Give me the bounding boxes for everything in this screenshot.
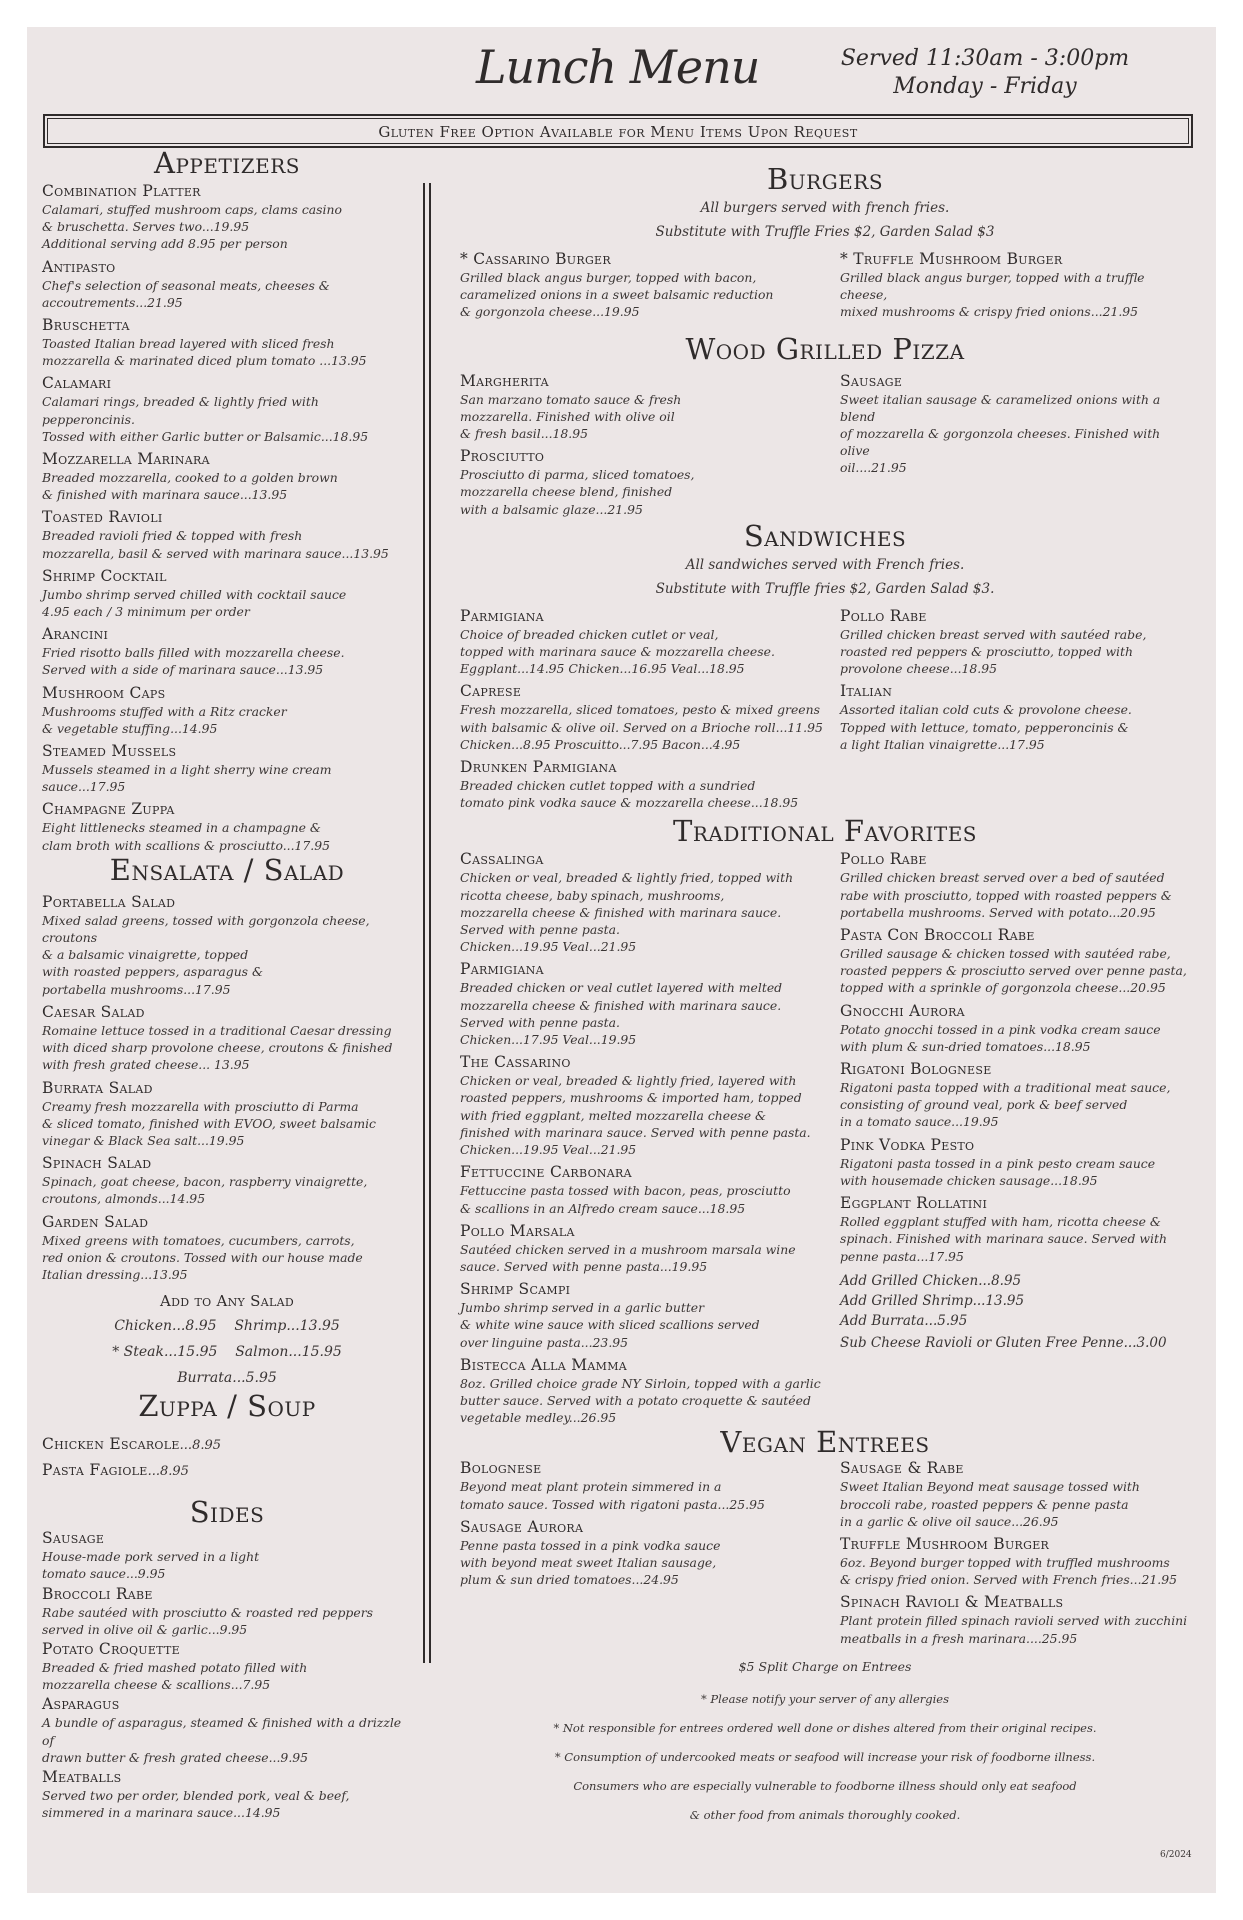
menu-item — [460, 1356, 840, 1427]
menu-item-description: Grilled black angus burger, topped with bacon, caramelized onions in a sweet balsamic reduction & gorgonzola cheese...19.95 — [460, 270, 774, 320]
menu-item — [460, 372, 840, 443]
traditional-right-list — [840, 850, 1190, 1264]
menu-item-description: Jumbo shrimp served chilled with cocktail sauce 4.95 each / 3 minimum per order — [42, 586, 347, 620]
menu-item — [840, 1535, 1190, 1588]
menu-item-name: Sausage Aurora — [460, 1517, 584, 1536]
menu-item — [840, 1060, 1190, 1131]
menu-item — [460, 1280, 840, 1351]
menu-item — [840, 250, 1190, 321]
menu-item-description: Breaded & fried mashed potato filled with mozzarella cheese & scallions...7.95 — [42, 1659, 308, 1693]
menu-item-description: Fried risotto balls filled with mozzarella cheese. Served with a side of marinara sauce...13.95 — [42, 645, 345, 678]
burgers-heading: Burgers — [766, 162, 884, 196]
burgers-col-left — [460, 250, 840, 326]
menu-item — [42, 1585, 412, 1638]
menu-item — [42, 893, 412, 998]
pizza-col-left — [460, 372, 840, 523]
menu-item — [460, 1518, 840, 1589]
menu-item — [460, 960, 840, 1048]
sides-heading: Sides — [189, 1495, 265, 1530]
menu-item-description: Sweet Italian Beyond meat sausage tossed with broccoli rabe, roasted peppers & penne pasta in a garlic & olive oil sauce...26.95 — [840, 1479, 1140, 1529]
menu-item-name: Spinach Salad — [42, 1154, 152, 1173]
menu-item-name: Pollo Rabe — [840, 606, 927, 625]
menu-item-description: Chef's selection of seasonal meats, cheeses & accoutrements...21.95 — [42, 277, 330, 310]
menu-item-name: Combination Platter — [42, 182, 201, 200]
menu-item-description: Prosciutto di parma, sliced tomatoes, mozzarella cheese blend, finished with a balsamic glaze...21.95 — [460, 467, 695, 517]
vegan-heading: Vegan Entrees — [720, 1425, 930, 1460]
menu-item-description: Rabe sautéed with prosciutto & roasted red peppers served in olive oil & garlic...9.95 — [42, 1604, 373, 1637]
menu-item-description: Assorted italian cold cuts & provolone cheese. Topped with lettuce, tomato, pepperoncinis & a light Italian vinaigrette...17.95 — [840, 702, 1132, 752]
menu-item-description: Mixed salad greens, tossed with gorgonzola cheese, croutons & a balsamic vinaigrette, topped with roasted peppers, asparagus & portabella mushrooms...17.95 — [42, 912, 370, 997]
menu-item-name: Bistecca Alla Mamma — [460, 1355, 628, 1374]
menu-item-name: Potato Croquette — [42, 1639, 180, 1658]
menu-item-name: Pollo Marsala — [460, 1221, 575, 1240]
menu-item-description: Penne pasta tossed in a pink vodka sauce with beyond meat sweet Italian sausage, plum & sun dried tomatoes...24.95 — [460, 1537, 721, 1588]
served-days: Monday - Friday — [893, 74, 1077, 99]
menu-item-name: Cassalinga — [460, 850, 544, 869]
menu-item — [840, 682, 1190, 753]
menu-item — [42, 567, 412, 620]
footer-note: * Consumption of undercooked meats or seafood will increase your risk of foodborne illness. — [554, 1750, 1096, 1765]
menu-item-name: Meatballs — [42, 1767, 122, 1786]
menu-item — [460, 1163, 840, 1216]
menu-item — [840, 1194, 1190, 1265]
menu-item — [42, 742, 412, 795]
menu-item-description: Beyond meat plant protein simmered in a tomato sauce. Tossed with rigatoni pasta...25.95 — [460, 1479, 765, 1512]
menu-item-name: Burrata Salad — [42, 1078, 153, 1097]
menu-item-name: Parmigiana — [460, 606, 544, 625]
appetizers-heading: Appetizers — [154, 146, 300, 180]
menu-item-description: Chicken or veal, breaded & lightly fried, topped with ricotta cheese, baby spinach, mushrooms, mozzarella cheese & finished with marinara sauce. Served with penne pasta. Chicken...19.95 Veal...21.95 — [460, 870, 794, 955]
column-divider-line — [429, 183, 431, 1663]
menu-item — [460, 758, 840, 811]
footer-note: & other food from animals thoroughly cooked. — [689, 1808, 961, 1823]
sandwiches-heading: Sandwiches — [743, 518, 907, 553]
menu-item-description: Rigatoni pasta tossed in a pink pesto cream sauce with housemade chicken sausage...18.95 — [840, 1155, 1156, 1188]
menu-item — [460, 682, 840, 753]
menu-item-description: 8oz. Grilled choice grade NY Sirloin, topped with a garlic butter sauce. Served with a potato croquette & sautéed vegetable medley...26.95 — [460, 1375, 821, 1426]
menu-item-description: 6oz. Beyond burger topped with truffled mushrooms & crispy fried onion. Served with French fries...21.95 — [840, 1554, 1177, 1588]
sandwiches-note: All sandwiches served with French fries. — [685, 556, 965, 573]
menu-item-description: Fettuccine pasta tossed with bacon, peas, prosciutto & scallions in an Alfredo cream sauce...18.95 — [460, 1183, 791, 1216]
soup-heading: Zuppa / Soup — [138, 1389, 316, 1424]
left-column — [42, 146, 412, 1823]
traditional-col-right — [840, 850, 1190, 1431]
menu-item-description: Grilled chicken breast served over a bed of sautéed rabe with prosciutto, topped with roasted peppers & portabella mushrooms. Served with potato...20.95 — [840, 870, 1172, 920]
menu-item-name: * Truffle Mushroom Burger — [840, 250, 1063, 268]
footer-note: Consumers who are especially vulnerable to foodborne illness should only eat seafood — [573, 1779, 1077, 1794]
right-area — [460, 162, 1190, 1837]
footer-note: * Please notify your server of any allergies — [700, 1692, 950, 1707]
soup-item-price: ...8.95 — [147, 1464, 189, 1480]
menu-item-name: Caesar Salad — [42, 1002, 145, 1021]
menu-item-name: Antipasto — [42, 257, 116, 276]
menu-item-name: Sausage & Rabe — [840, 1459, 964, 1478]
sandwiches-col-left — [460, 607, 840, 817]
menu-item-name: Sausage — [840, 371, 903, 390]
salad-addons — [42, 1289, 412, 1391]
salad-addon-line: Chicken...8.95 Shrimp...13.95 — [114, 1318, 340, 1335]
menu-item — [42, 1529, 412, 1582]
menu-item-description: Jumbo shrimp served in a garlic butter & white wine sauce with sliced scallions served over linguine pasta...23.95 — [460, 1300, 760, 1350]
salad-list — [42, 893, 412, 1283]
menu-item — [42, 374, 412, 445]
menu-item-description: Calamari, stuffed mushroom caps, clams casino & bruschetta. Serves two...19.95 Additional serving add 8.95 per person — [42, 202, 342, 252]
menu-item-name: Fettuccine Carbonara — [460, 1163, 632, 1182]
served-time: Served 11:30am - 3:00pm — [840, 46, 1130, 71]
menu-item — [460, 1053, 840, 1158]
menu-item-name: The Cassarino — [460, 1053, 571, 1072]
appetizers-list — [42, 182, 412, 854]
menu-item-name: Shrimp Cocktail — [42, 566, 167, 585]
menu-item-description: Rigatoni pasta topped with a traditional meat sauce, consisting of ground veal, pork & beef served in a tomato sauce...19.95 — [840, 1080, 1171, 1130]
traditional-heading: Traditional Favorites — [672, 814, 978, 849]
menu-item-name: Arancini — [42, 625, 109, 644]
menu-item — [42, 450, 412, 503]
menu-item-description: Eight littlenecks steamed in a champagne & clam broth with scallions & prosciutto...17.95 — [42, 820, 330, 853]
menu-item-name: Gnocchi Aurora — [840, 1001, 965, 1020]
menu-item-name: Mushroom Caps — [42, 683, 166, 702]
menu-item-description: Sautéed chicken served in a mushroom marsala wine sauce. Served with penne pasta...19.95 — [460, 1241, 796, 1274]
menu-item-name: Pasta Con Broccoli Rabe — [840, 926, 1035, 945]
menu-item — [42, 258, 412, 311]
soup-list — [42, 1431, 412, 1483]
burgers-note: All burgers served with french fries. — [700, 200, 950, 216]
menu-item-description: Calamari rings, breaded & lightly fried with pepperoncinis. Tossed with either Garlic butter or Balsamic...18.95 — [42, 394, 369, 444]
burgers-grid — [460, 250, 1190, 326]
salad-addon-line: Burrata...5.95 — [177, 1370, 277, 1387]
traditional-addon-line: Add Burrata...5.95 — [840, 1312, 968, 1329]
menu-item — [42, 800, 412, 853]
vegan-grid — [460, 1459, 1190, 1651]
served-hours — [820, 45, 1150, 101]
menu-item-description: Plant protein filled spinach ravioli served with zucchini meatballs in a fresh marinara....25.95 — [840, 1613, 1188, 1646]
menu-item — [42, 1154, 412, 1207]
menu-item-description: Chicken or veal, breaded & lightly fried, layered with roasted peppers, mushrooms & imported ham, topped with fried eggplant, melted mozzarella cheese & finished with marinara sauce. Served with penne pasta. Chicken...19.95 Veal...21.95 — [460, 1073, 811, 1158]
menu-item-name: Spinach Ravioli & Meatballs — [840, 1593, 1064, 1612]
menu-item-description: Grilled black angus burger, topped with a truffle cheese, mixed mushrooms & crispy fried onions...21.95 — [840, 270, 1145, 320]
menu-item-name: Drunken Parmigiana — [460, 758, 617, 777]
gluten-free-text: Gluten Free Option Available for Menu Items Upon Request — [378, 123, 858, 141]
salad-addons-heading: Add to Any Salad — [160, 1292, 294, 1311]
column-divider-line — [423, 183, 425, 1663]
menu-item-description: Toasted Italian bread layered with sliced fresh mozzarella & marinated diced plum tomato ...13.95 — [42, 336, 367, 369]
menu-item-description: Creamy fresh mozzarella with prosciutto di Parma & sliced tomato, finished with EVOO, sweet balsamic vinegar & Black Sea salt...19.95 — [42, 1098, 376, 1148]
menu-item — [460, 850, 840, 955]
menu-item-description: Choice of breaded chicken cutlet or veal, topped with marinara sauce & mozzarella cheese. Eggplant...14.95 Chicken...16.95 Veal...18.95 — [460, 626, 775, 677]
allergy-notes — [460, 1678, 1190, 1838]
menu-item — [42, 1003, 412, 1074]
menu-item — [42, 1079, 412, 1150]
traditional-col-left — [460, 850, 840, 1431]
menu-item-description: Sweet italian sausage & caramelized onions with a blend of mozzarella & gorgonzola cheeses. Finished with olive oil....21.95 — [840, 391, 1161, 476]
traditional-addons — [840, 1271, 1190, 1355]
menu-item — [42, 1695, 412, 1766]
burgers-note: Substitute with Truffle Fries $2, Garden Salad $3 — [655, 224, 995, 240]
menu-item-name: Prosciutto — [460, 447, 545, 466]
menu-item-description: San marzano tomato sauce & fresh mozzarella. Finished with olive oil & fresh basil...18.95 — [460, 391, 682, 442]
menu-item — [42, 316, 412, 369]
traditional-addon-line: Add Grilled Chicken...8.95 — [840, 1272, 1022, 1289]
menu-item — [460, 1459, 840, 1512]
menu-item — [460, 607, 840, 678]
menu-item — [460, 1222, 840, 1275]
menu-item-description: Mixed greens with tomatoes, cucumbers, carrots, red onion & croutons. Tossed with our house made Italian dressing...13.95 — [42, 1232, 363, 1282]
vegan-col-left — [460, 1459, 840, 1651]
menu-item-name: Parmigiana — [460, 960, 544, 979]
soup-item — [42, 1457, 412, 1483]
vegan-col-right — [840, 1459, 1190, 1651]
menu-item — [840, 1593, 1190, 1646]
menu-item-name: Bruschetta — [42, 316, 130, 335]
menu-title: Lunch Menu — [476, 40, 760, 94]
menu-item — [840, 926, 1190, 997]
menu-item — [42, 182, 412, 253]
menu-item — [42, 1640, 412, 1693]
menu-item-description: Mussels steamed in a light sherry wine cream sauce...17.95 — [42, 762, 332, 795]
pizza-col-right — [840, 372, 1190, 523]
menu-item — [840, 1136, 1190, 1189]
menu-item-name: Shrimp Scampi — [460, 1280, 571, 1299]
menu-item-name: * Cassarino Burger — [460, 250, 611, 268]
menu-item-description: Served two per order, blended pork, veal & beef, simmered in a marinara sauce...14.95 — [42, 1787, 350, 1821]
sandwiches-note: Substitute with Truffle fries $2, Garden Salad $3. — [655, 580, 995, 597]
menu-item-description: Breaded chicken or veal cutlet layered with melted mozzarella cheese & finished with marinara sauce. Served with penne pasta. Chicken...17.95 Veal...19.95 — [460, 980, 783, 1048]
menu-item-description: Romaine lettuce tossed in a traditional Caesar dressing with diced sharp provolone cheese, croutons & finished with fresh grated cheese... 13.95 — [42, 1022, 393, 1073]
menu-item-name: Steamed Mussels — [42, 742, 177, 761]
menu-item — [42, 684, 412, 737]
menu-item — [840, 1459, 1190, 1530]
soup-item-name: Chicken Escarole — [42, 1435, 180, 1454]
menu-item — [840, 1002, 1190, 1055]
menu-item — [840, 372, 1190, 477]
menu-item-name: Champagne Zuppa — [42, 800, 175, 819]
soup-item-name: Pasta Fagiole — [42, 1461, 148, 1480]
menu-item — [42, 1768, 412, 1821]
menu-item-name: Portabella Salad — [42, 892, 176, 911]
footer-note: * Not responsible for entrees ordered well done or dishes altered from their original recipes. — [553, 1721, 1097, 1736]
menu-item-name: Eggplant Rollatini — [840, 1194, 988, 1213]
sandwiches-grid — [460, 607, 1190, 817]
menu-item-name: Calamari — [42, 374, 112, 393]
menu-item-name: Margherita — [460, 371, 549, 390]
menu-item-name: Broccoli Rabe — [42, 1584, 153, 1603]
menu-item-name: Mozzarella Marinara — [42, 450, 210, 469]
menu-item-description: Breaded ravioli fried & topped with fresh mozzarella, basil & served with marinara sauce...13.95 — [42, 528, 389, 561]
pizza-grid — [460, 372, 1190, 523]
menu-item-description: Breaded chicken cutlet topped with a sundried tomato pink vodka sauce & mozzarella cheese...18.95 — [460, 778, 799, 811]
burgers-col-right — [840, 250, 1190, 326]
salad-addon-line: * Steak...15.95 Salmon...15.95 — [112, 1344, 342, 1361]
menu-item-name: Pollo Rabe — [840, 850, 927, 869]
menu-item-name: Sausage — [42, 1529, 105, 1548]
split-charge: $5 Split Charge on Entrees — [738, 1658, 912, 1674]
traditional-addon-line: Add Grilled Shrimp...13.95 — [840, 1292, 1025, 1309]
traditional-addon-line: Sub Cheese Ravioli or Gluten Free Penne...3.00 — [840, 1334, 1167, 1351]
menu-item-name: Bolognese — [460, 1459, 542, 1478]
sides-list — [42, 1529, 412, 1821]
menu-item — [460, 447, 840, 518]
menu-item-name: Italian — [840, 682, 893, 701]
menu-item — [42, 625, 412, 678]
menu-item-description: A bundle of asparagus, steamed & finished with a drizzle of drawn butter & fresh grated cheese...9.95 — [42, 1715, 402, 1765]
menu-item-name: Toasted Ravioli — [42, 508, 163, 527]
traditional-grid — [460, 850, 1190, 1431]
menu-item-description: Mushrooms stuffed with a Ritz cracker & vegetable stuffing...14.95 — [42, 703, 287, 736]
menu-item-name: Pink Vodka Pesto — [840, 1135, 975, 1154]
salad-heading: Ensalata / Salad — [109, 852, 345, 887]
soup-item — [42, 1431, 412, 1457]
menu-item-description: Grilled sausage & chicken tossed with sautéed rabe, roasted peppers & prosciutto served over penne pasta, topped with a sprinkle of gorgonzola cheese...20.95 — [840, 946, 1187, 996]
menu-item-description: Fresh mozzarella, sliced tomatoes, pesto & mixed greens with balsamic & olive oil. Served on a Brioche roll...11.95 Chicken...8.95 Proscuitto...7.95 Bacon...4.95 — [460, 702, 823, 752]
menu-item — [42, 1213, 412, 1284]
menu-item-name: Asparagus — [42, 1695, 120, 1714]
pizza-heading: Wood Grilled Pizza — [685, 331, 965, 366]
menu-item-description: Potato gnocchi tossed in a pink vodka cream sauce with plum & sun-dried tomatoes...18.95 — [840, 1021, 1161, 1054]
menu-item-name: Truffle Mushroom Burger — [840, 1534, 1050, 1553]
menu-item-description: Breaded mozzarella, cooked to a golden brown & finished with marinara sauce...13.95 — [42, 470, 338, 503]
menu-date: 6/2024 — [1160, 1850, 1192, 1860]
menu-item-name: Garden Salad — [42, 1212, 149, 1231]
soup-item-price: ...8.95 — [179, 1438, 222, 1454]
menu-item — [840, 850, 1190, 921]
menu-item-name: Rigatoni Bolognese — [840, 1060, 992, 1079]
menu-item-name: Caprese — [460, 682, 522, 701]
sandwiches-col-right — [840, 607, 1190, 817]
gluten-free-banner — [43, 114, 1193, 148]
menu-item — [840, 607, 1190, 678]
menu-item — [42, 508, 412, 561]
menu-item-description: Spinach, goat cheese, bacon, raspberry vinaigrette, croutons, almonds...14.95 — [42, 1174, 368, 1207]
menu-item-description: Rolled eggplant stuffed with ham, ricotta cheese & spinach. Finished with marinara sauce. Served with penne pasta...17.95 — [840, 1214, 1167, 1264]
menu-item — [460, 250, 840, 321]
menu-item-description: House-made pork served in a light tomato sauce...9.95 — [42, 1549, 260, 1582]
menu-item-description: Grilled chicken breast served with sautéed rabe, roasted red peppers & prosciutto, topped with provolone cheese...18.95 — [840, 626, 1147, 677]
